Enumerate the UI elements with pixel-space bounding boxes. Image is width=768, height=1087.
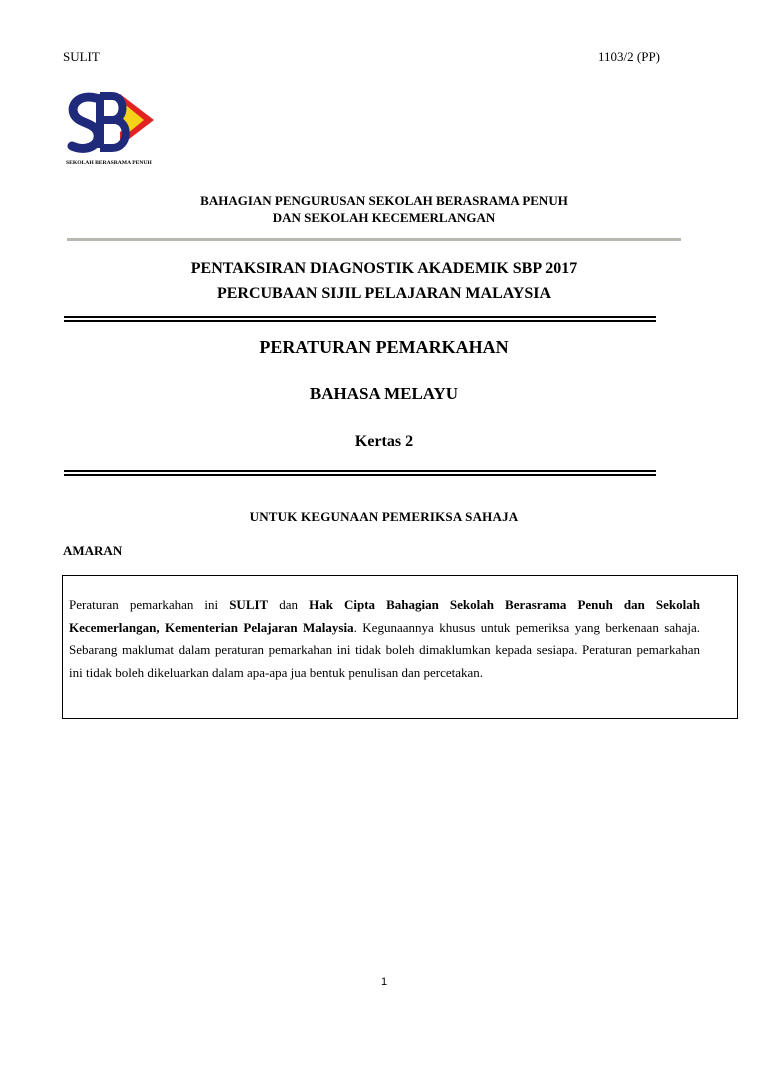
warning-bold-1: SULIT xyxy=(229,597,269,612)
header-paper-code: 1103/2 (PP) xyxy=(598,49,660,64)
double-rule-top xyxy=(64,316,656,322)
header-classification: SULIT xyxy=(63,49,100,64)
warning-bold-2: Hak Cipta Bahagian Sekolah Berasrama Penuh dan Sekolah Kecemerlangan, Kementerian Pelajaran Malaysia xyxy=(69,597,700,635)
subject-title: BAHASA MELAYU xyxy=(309,384,459,403)
sbp-logo xyxy=(66,90,158,168)
department-heading xyxy=(0,192,768,226)
department-line-2: DAN SEKOLAH KECEMERLANGAN xyxy=(272,210,496,225)
warning-text-1: Peraturan pemarkahan ini xyxy=(69,597,230,612)
exam-line-1: PENTAKSIRAN DIAGNOSTIK AKADEMIK SBP 2017 xyxy=(190,260,578,277)
warning-heading: AMARAN xyxy=(63,543,123,558)
warning-box xyxy=(62,575,738,719)
exam-line-2: PERCUBAAN SIJIL PELAJARAN MALAYSIA xyxy=(216,285,552,302)
warning-text-3: . Kegunaannya khusus untuk pemeriksa yang berkenaan sahaja. Sebarang maklumat dalam peraturan pemarkahan ini tidak boleh dimaklumkan kepada sesiapa. Peraturan pemarkahan ini tidak boleh dikeluarkan dalam apa-apa jua bentuk penulisan dan percetakan. xyxy=(69,619,701,680)
page-number: 1 xyxy=(380,976,388,988)
divider-gray xyxy=(67,238,681,241)
document-title: PERATURAN PEMARKAHAN xyxy=(259,337,509,357)
paper-label: Kertas 2 xyxy=(354,433,414,450)
department-line-1: BAHAGIAN PENGURUSAN SEKOLAH BERASRAMA PENUH xyxy=(200,193,568,208)
exam-heading xyxy=(0,256,768,306)
logo-text: SEKOLAH BERASRAMA PENUH xyxy=(66,160,152,166)
usage-note: UNTUK KEGUNAAN PEMERIKSA SAHAJA xyxy=(249,509,519,524)
warning-text-2: dan xyxy=(268,597,310,612)
double-rule-bottom xyxy=(64,470,656,476)
